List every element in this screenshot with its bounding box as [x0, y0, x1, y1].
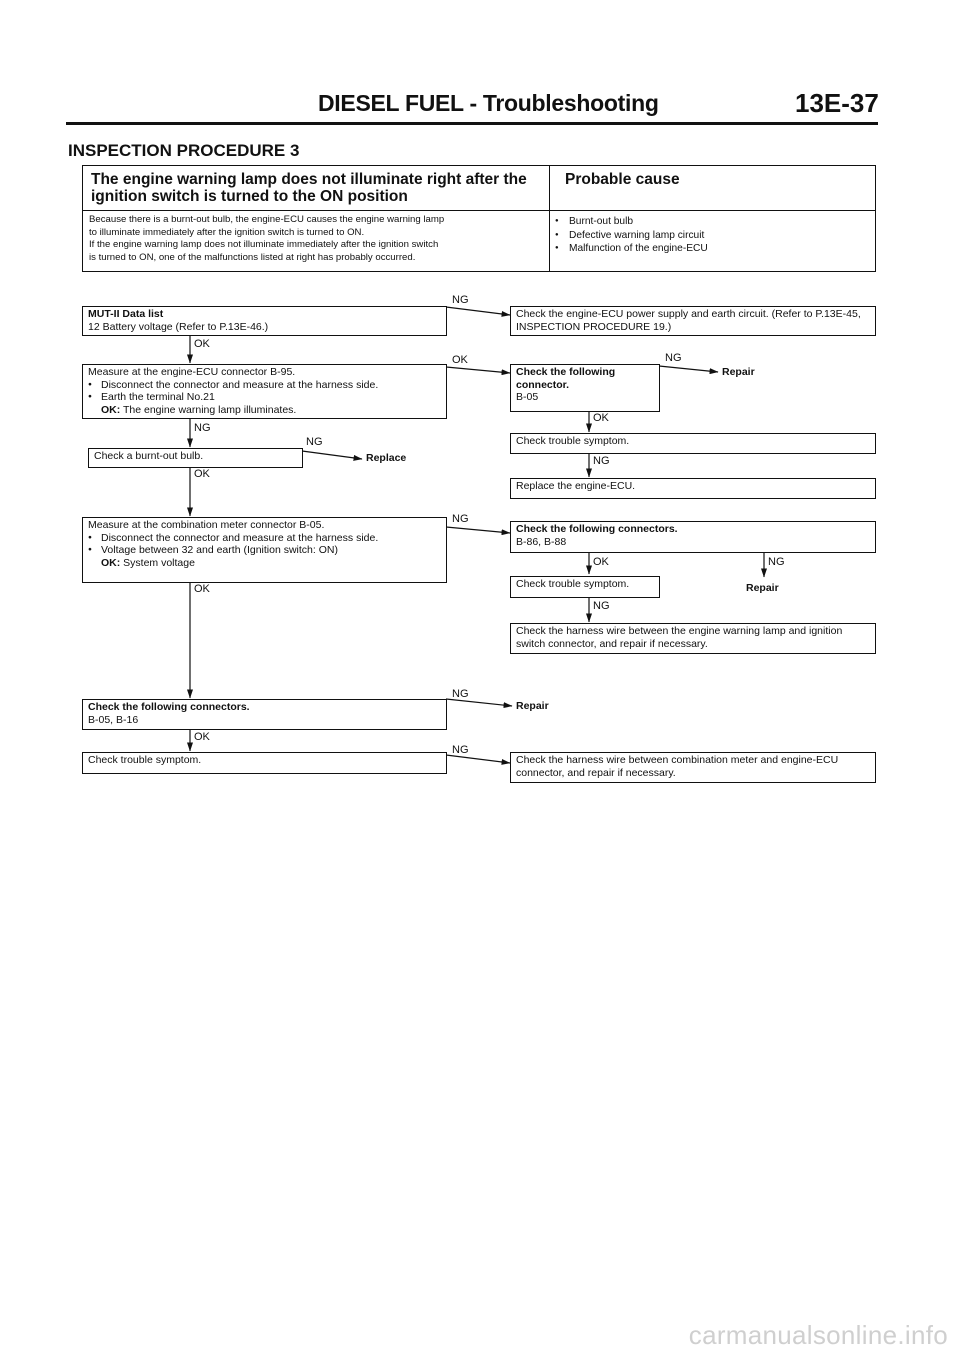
cause-item: ● Malfunction of the engine-ECU: [555, 242, 708, 256]
result-repair: Repair: [516, 700, 549, 712]
ng-label: NG: [452, 688, 469, 700]
step-measure-combination-meter: Measure at the combination meter connector B-05. ● Disconnect the connector and measure at the harness side. ● Voltage between 32 and earth (Ignition switch: ON) OK: System voltage: [82, 517, 447, 583]
ng-label: NG: [306, 436, 323, 448]
watermark: carmanualsonline.info: [688, 1320, 948, 1350]
step-check-connector-b05: Check the following connector. B-05: [510, 364, 660, 412]
symptom-heading: The engine warning lamp does not illuminate right after the ignition switch is turned to the ON position: [91, 171, 527, 205]
ng-label: NG: [452, 294, 469, 306]
ng-label: NG: [665, 352, 682, 364]
ok-label: OK: [194, 731, 210, 743]
result-repair: Repair: [746, 582, 779, 594]
ok-label: OK: [593, 556, 609, 568]
step-mut-data-list: MUT-II Data list 12 Battery voltage (Refer to P.13E-46.): [82, 306, 447, 336]
ok-label: OK: [194, 468, 210, 480]
ng-label: NG: [194, 422, 211, 434]
step-check-connectors-b05-b16: Check the following connectors. B-05, B-16: [82, 699, 447, 730]
result-repair: Repair: [722, 366, 755, 378]
result-replace: Replace: [366, 452, 407, 464]
step-check-bulb: Check a burnt-out bulb.: [88, 448, 303, 468]
step-check-trouble-symptom-final: Check trouble symptom.: [82, 752, 447, 774]
ok-label: OK: [194, 583, 210, 595]
ok-label: OK: [194, 338, 210, 350]
cause-item: ● Defective warning lamp circuit: [555, 229, 708, 243]
section-title: DIESEL FUEL - Troubleshooting: [318, 90, 659, 116]
step-replace-engine-ecu: Replace the engine-ECU.: [510, 478, 876, 499]
step-measure-engine-ecu: Measure at the engine-ECU connector B-95. ● Disconnect the connector and measure at the harness side. ● Earth the terminal No.21 OK: The engine warning lamp illuminates.: [82, 364, 447, 419]
ok-label: OK: [452, 354, 468, 366]
step-check-harness-warning-lamp: Check the harness wire between the engine warning lamp and ignition switch connector, and repair if necessary.: [510, 623, 876, 654]
ng-label: NG: [593, 600, 610, 612]
ng-label: NG: [452, 513, 469, 525]
ng-label: NG: [593, 455, 610, 467]
step-check-trouble-symptom: Check trouble symptom.: [510, 576, 660, 598]
page-number: 13E-37: [795, 88, 879, 118]
procedure-title: INSPECTION PROCEDURE 3: [68, 141, 300, 160]
ng-label: NG: [452, 744, 469, 756]
symptom-description: Because there is a burnt-out bulb, the engine-ECU causes the engine warning lamp to illuminate immediately after the ignition switch is turned to ON. If the engine warning lamp does not illuminate immediately after the ignition switch is turned to ON, one of the malfunctions listed at right has probably occurred.: [89, 214, 445, 263]
cause-item: ● Burnt-out bulb: [555, 215, 708, 229]
step-check-trouble-symptom: Check trouble symptom.: [510, 433, 876, 454]
ok-label: OK: [593, 412, 609, 424]
ng-label: NG: [768, 556, 785, 568]
step-check-connectors-b86-b88: Check the following connectors. B-86, B-88: [510, 521, 876, 553]
step-check-harness-combination-meter: Check the harness wire between combination meter and engine-ECU connector, and repair if necessary.: [510, 752, 876, 783]
probable-cause-heading: Probable cause: [565, 171, 680, 188]
step-check-power-supply: Check the engine-ECU power supply and earth circuit. (Refer to P.13E-45, INSPECTION PROCEDURE 19.): [510, 306, 876, 336]
